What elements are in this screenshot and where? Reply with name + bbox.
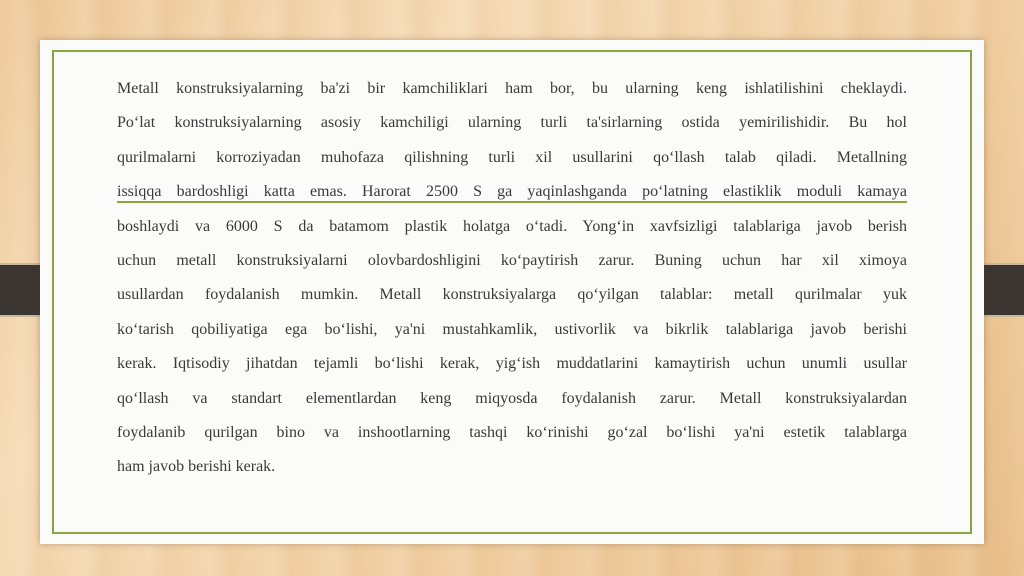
text-line: Metall konstruksiyalarning ba'zi bir kamchiliklari ham bor, bu ularning keng ishlatilishini cheklaydi. — [117, 80, 907, 97]
text-line: foydalanib qurilgan bino va inshootlarning tashqi ko‘rinishi go‘zal bo‘lishi ya'ni estetik talablarga — [117, 423, 907, 441]
text-line: ko‘tarish qobiliyatiga ega bo‘lishi, ya'ni mustahkamlik, ustivorlik va bikrlik talablariga javob berishi — [117, 320, 907, 338]
text-line-last: ham javob berishi kerak. — [117, 458, 276, 476]
text-line: Po‘lat konstruksiyalarning asosiy kamchiligi ularning turli ta'sirlarning ostida yemirilishidir. Bu hol — [117, 114, 907, 132]
text-line-underlined: issiqqa bardoshligi katta emas. Harorat 2500 S ga yaqinlashganda po‘latning elastiklik moduli kamaya — [117, 183, 907, 201]
text-line: kerak. Iqtisodiy jihatdan tejamli bo‘lishi kerak, yig‘ish muddatlarini kamaytirish uchun unumli usullar — [117, 355, 907, 373]
text-line: qurilmalarni korroziyadan muhofaza qilishning turli xil usullarini qo‘llash talab qiladi. Metallning — [117, 148, 907, 166]
text-line: uchun metall konstruksiyalarni olovbardoshligini ko‘paytirish zarur. Buning uchun har xil ximoya — [117, 251, 907, 269]
text-line: qo‘llash va standart elementlardan keng miqyosda foydalanish zarur. Metall konstruksiyalardan — [117, 389, 907, 407]
text-line: boshlaydi va 6000 S da batamom plastik holatga o‘tadi. Yong‘in xavfsizligi talablariga javob berish — [117, 217, 907, 235]
text-line: usullardan foydalanish mumkin. Metall konstruksiyalarga qo‘yilgan talablar: metall qurilmalar yuk — [117, 286, 907, 304]
slide-body-text — [117, 72, 907, 485]
